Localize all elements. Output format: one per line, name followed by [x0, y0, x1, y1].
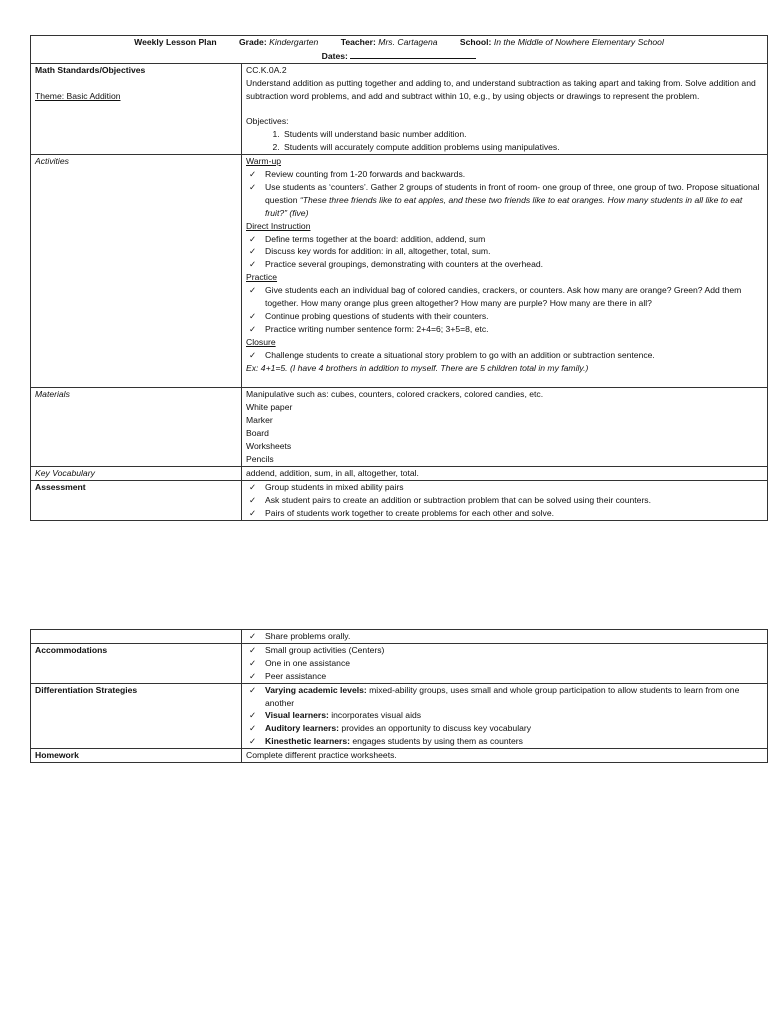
vocabulary-label-cell — [31, 466, 242, 480]
strategy-term: Kinesthetic learners: — [265, 736, 351, 747]
differentiation-label-cell — [31, 683, 242, 749]
header-cell — [31, 36, 768, 64]
accommodations-label-cell — [31, 643, 242, 683]
assessment-item: ✓ Group students in mixed ability pairs — [246, 481, 763, 494]
header-line-1 — [35, 36, 763, 49]
direct-instruction-item: ✓ Define terms together at the board: addition, addend, sum — [246, 233, 763, 246]
warmup-item-text: Use students as ‘counters’. Gather 2 groups of students in front of room- one group of three, one group of two. Propose situational question — [265, 181, 760, 205]
accommodations-label: Accommodations — [35, 644, 108, 655]
assessment-continued-label-cell — [31, 630, 242, 644]
direct-instruction-list — [246, 233, 763, 272]
materials-label-cell — [31, 388, 242, 466]
closure-example: Ex: 4+1=5. (I have 4 brothers in addition to myself. There are 5 children total in my family.) — [246, 362, 589, 373]
strategy-term: Auditory learners: — [265, 723, 340, 734]
differentiation-label: Differentiation Strategies — [35, 684, 138, 695]
materials-row — [31, 388, 768, 466]
dates-blank-line — [350, 49, 476, 59]
objective-item: 2. Students will accurately compute addition problems using manipulatives. — [282, 141, 763, 154]
grade-label: Grade: — [239, 37, 267, 47]
strategy-text: provides an opportunity to discuss key vocabulary — [339, 723, 532, 734]
differentiation-item — [246, 684, 763, 710]
strategy-text: engages students by using them as counters — [350, 736, 523, 747]
material-item: Marker — [246, 415, 273, 426]
warmup-list — [246, 168, 763, 220]
lesson-plan-table — [30, 35, 768, 521]
standards-content-cell — [242, 63, 768, 154]
teacher-value: Mrs. Cartagena — [378, 37, 438, 47]
objective-item: 1. Students will understand basic number addition. — [282, 128, 763, 141]
homework-content-cell — [242, 749, 768, 763]
accommodations-list — [246, 644, 763, 683]
assessment-item: ✓ Pairs of students work together to create problems for each other and solve. — [246, 507, 763, 520]
homework-text: Complete different practice worksheets. — [246, 750, 397, 761]
differentiation-item — [246, 735, 763, 748]
warmup-item: ✓ Review counting from 1-20 forwards and backwards. — [246, 168, 763, 181]
practice-item: ✓ Practice writing number sentence form: 2+4=6; 3+5=8, etc. — [246, 323, 763, 336]
material-item: White paper — [246, 402, 293, 413]
warmup-item-quote: “These three friends like to eat apples, and these two friends like to eat oranges. How many students in all like to eat fruit?” (five) — [265, 194, 743, 218]
assessment-continued-content-cell — [242, 630, 768, 644]
differentiation-row — [31, 683, 768, 749]
closure-item: ✓ Challenge students to create a situational story problem to go with an addition or subtraction sentence. — [246, 349, 763, 362]
differentiation-item — [246, 709, 763, 722]
assessment-label: Assessment — [35, 481, 86, 492]
activities-row — [31, 155, 768, 388]
activities-label-cell — [31, 155, 242, 388]
standards-label: Math Standards/Objectives — [35, 64, 146, 75]
assessment-row — [31, 480, 768, 520]
strategy-term: Visual learners: — [265, 710, 329, 721]
differentiation-content-cell — [242, 683, 768, 749]
homework-label: Homework — [35, 750, 79, 761]
standards-row — [31, 63, 768, 154]
differentiation-list — [246, 684, 763, 749]
accommodations-content-cell — [242, 643, 768, 683]
practice-heading: Practice — [246, 272, 278, 283]
practice-item: ✓ Give students each an individual bag of colored candies, crackers, or counters. Ask how many are orange? Green? Add them together. How many orange plus green altogether? How many are purple? How many are there in all? — [246, 284, 763, 310]
material-item: Manipulative such as: cubes, counters, colored crackers, colored candies, etc. — [246, 389, 544, 400]
activities-content-cell — [242, 155, 768, 388]
warmup-heading: Warm-up — [246, 156, 282, 167]
material-item: Board — [246, 428, 269, 439]
dates-label: Dates: — [321, 50, 348, 61]
practice-item: ✓ Continue probing questions of students with their counters. — [246, 310, 763, 323]
direct-instruction-item: ✓ Practice several groupings, demonstrating with counters at the overhead. — [246, 258, 763, 271]
materials-content-cell — [242, 388, 768, 466]
strategy-text: incorporates visual aids — [328, 710, 422, 721]
strategy-text: mixed-ability groups, uses small and whole group participation to allow students to learn from one another — [265, 684, 740, 708]
activities-label: Activities — [35, 156, 69, 167]
vocabulary-content-cell — [242, 466, 768, 480]
strategy-term: Varying academic levels: — [265, 684, 367, 695]
grade-value: Kindergarten — [269, 37, 319, 47]
vocabulary-text: addend, addition, sum, in all, altogether, total. — [246, 467, 419, 478]
standards-label-cell — [31, 63, 242, 154]
accommodation-item: ✓ Small group activities (Centers) — [246, 644, 763, 657]
practice-list — [246, 284, 763, 336]
warmup-item — [246, 181, 763, 220]
standard-code: CC.K.0A.2 — [246, 64, 287, 75]
plan-title: Weekly Lesson Plan — [134, 37, 217, 47]
assessment-item: ✓ Ask student pairs to create an addition or subtraction problem that can be solved using their counters. — [246, 494, 763, 507]
accommodations-row — [31, 643, 768, 683]
assessment-label-cell — [31, 480, 242, 520]
material-item: Worksheets — [246, 441, 292, 452]
closure-list — [246, 349, 763, 362]
assessment-continued-row — [31, 630, 768, 644]
assessment-item: ✓ Share problems orally. — [246, 630, 763, 643]
vocabulary-label: Key Vocabulary — [35, 467, 95, 478]
accommodation-item: ✓ One in one assistance — [246, 657, 763, 670]
homework-row — [31, 749, 768, 763]
objectives-list — [246, 128, 763, 154]
school-value: In the Middle of Nowhere Elementary School — [493, 37, 664, 47]
school-label: School: — [459, 37, 492, 47]
header-row — [31, 36, 768, 64]
teacher-label: Teacher: — [340, 37, 376, 47]
assessment-continued-list — [246, 630, 763, 643]
vocabulary-row — [31, 466, 768, 480]
standard-text: Understand addition as putting together and adding to, and understand subtraction as taking apart and taking from. Solve addition and subtraction word problems, and add and subtract within 10, e.g., by using objects or drawings to represent the problem. — [246, 77, 756, 101]
homework-label-cell — [31, 749, 242, 763]
differentiation-item — [246, 722, 763, 735]
header-line-2 — [35, 49, 763, 63]
material-item: Pencils — [246, 453, 274, 464]
materials-label: Materials — [35, 389, 70, 400]
closure-heading: Closure — [246, 336, 276, 347]
assessment-list — [246, 481, 763, 520]
lesson-plan-table-continued — [30, 629, 768, 763]
direct-instruction-heading: Direct Instruction — [246, 220, 311, 231]
objectives-label: Objectives: — [246, 116, 289, 127]
direct-instruction-item: ✓ Discuss key words for addition: in all, altogether, total, sum. — [246, 245, 763, 258]
theme-label: Theme: Basic Addition — [35, 90, 121, 101]
accommodation-item: ✓ Peer assistance — [246, 670, 763, 683]
assessment-content-cell — [242, 480, 768, 520]
